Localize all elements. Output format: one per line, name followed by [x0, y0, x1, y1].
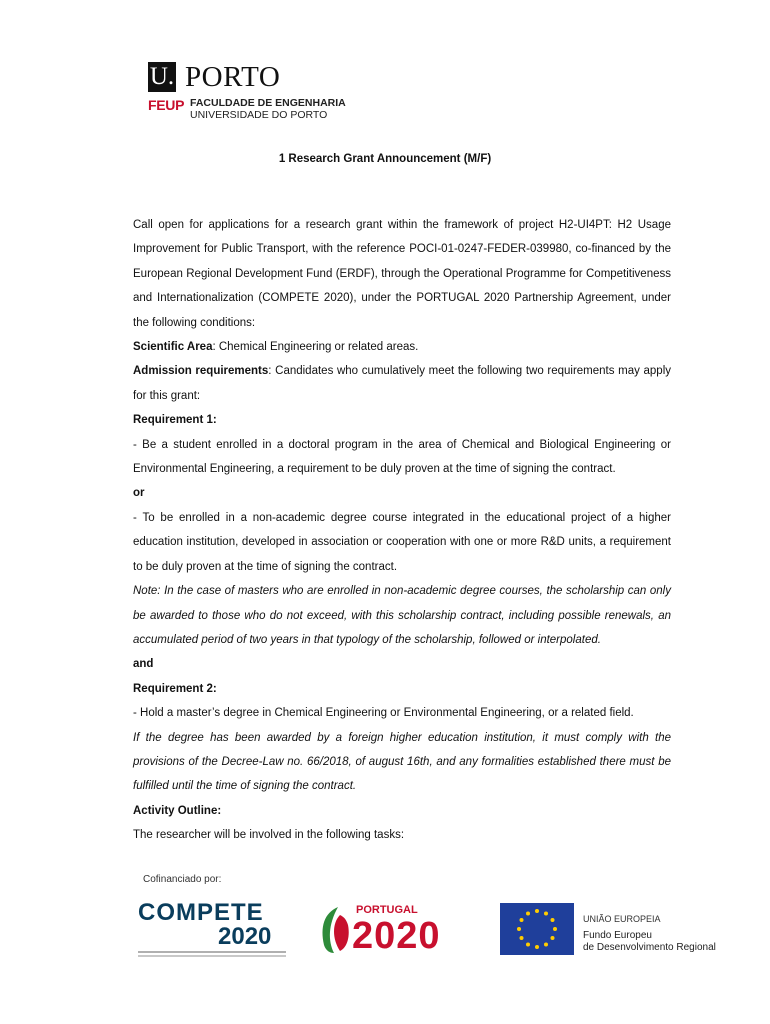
requirement-2-text: - Hold a master’s degree in Chemical Engineering or Environmental Engineering, or a related field. [133, 707, 634, 720]
compete-word: COMPETE [138, 899, 264, 926]
activity-outline-label: Activity Outline: [133, 804, 222, 817]
admission-requirements [133, 359, 671, 408]
eu-title: UNIÃO EUROPEIA [583, 914, 661, 924]
eu-stars-icon [500, 903, 574, 955]
requirement-1-label: Requirement 1: [133, 414, 217, 427]
portugal-emblem-icon [318, 905, 352, 955]
compete-divider [138, 951, 286, 953]
scientific-area-label: Scientific Area [133, 341, 213, 354]
eu-fund-line-1: Fundo Europeu [583, 930, 652, 941]
requirement-2-label: Requirement 2: [133, 682, 217, 695]
masters-note: Note: In the case of masters who are enrolled in non-academic degree courses, the scholarship can only be awarded to those who do not exceed, with this scholarship contract, including possible renewals, an accumulated period of two years in that typology of the scholarship, followed or interpolated. [133, 585, 671, 646]
logo-u-box: U. [149, 63, 175, 90]
foreign-degree-note: If the degree has been awarded by a foreign higher education institution, it must comply with the provisions of the Decree-Law no. 66/2018, of august 16th, and any formalities established there must be fulfilled until the time of signing the contract. [133, 731, 671, 793]
portugal-label: PORTUGAL [356, 904, 418, 916]
announcement-body [133, 213, 671, 848]
compete-year: 2020 [218, 923, 272, 950]
admission-text: : Candidates who cumulatively meet the following two requirements may apply for this grant: [133, 365, 671, 402]
portugal-year: 2020 [352, 915, 441, 957]
scientific-area-text: : Chemical Engineering or related areas. [212, 341, 419, 354]
logo-feup: FEUP [148, 97, 185, 113]
scientific-area [133, 335, 671, 359]
activity-outline-text: The researcher will be involved in the following tasks: [133, 829, 405, 842]
intro-paragraph: Call open for applications for a research grant within the framework of project H2-UI4PT: H2 Usage Improvement for Public Transport, with the reference POCI-01-0247-FEDER-039980, co-financed by the European Regional Development Fund (ERDF), through the Operational Programme for Competitiveness and Internationalization (COMPETE 2020), under the PORTUGAL 2020 Partnership Agreement, under the following conditions: [133, 219, 671, 329]
requirement-1-alternative: - To be enrolled in a non-academic degree course integrated in the educational project of a higher education institution, developed in association or cooperation with one or more R&D units, a requirement to be duly proven at the time of signing the contract. [133, 511, 671, 573]
compete-2020-logo [138, 900, 288, 958]
page-title: 1 Research Grant Announcement (M/F) [278, 153, 492, 165]
eu-flag-icon [500, 903, 574, 955]
requirement-1-text: - Be a student enrolled in a doctoral program in the area of Chemical and Biological Engineering or Environmental Engineering, a requirement to be duly proven at the time of signing the contract. [133, 438, 671, 476]
admission-label: Admission requirements [133, 365, 269, 378]
logo-university: UNIVERSIDADE DO PORTO [190, 109, 328, 121]
uporto-feup-logo [148, 60, 408, 122]
logo-porto: PORTO [185, 61, 281, 93]
logo-faculty: FACULDADE DE ENGENHARIA [190, 97, 346, 109]
and-label: and [133, 658, 154, 671]
portugal-2020-logo [318, 901, 468, 957]
compete-divider-2 [138, 955, 286, 957]
cofinanced-label: Cofinanciado por: [143, 874, 222, 885]
eu-fund-line-2: de Desenvolvimento Regional [583, 942, 716, 953]
or-label: or [133, 487, 145, 500]
